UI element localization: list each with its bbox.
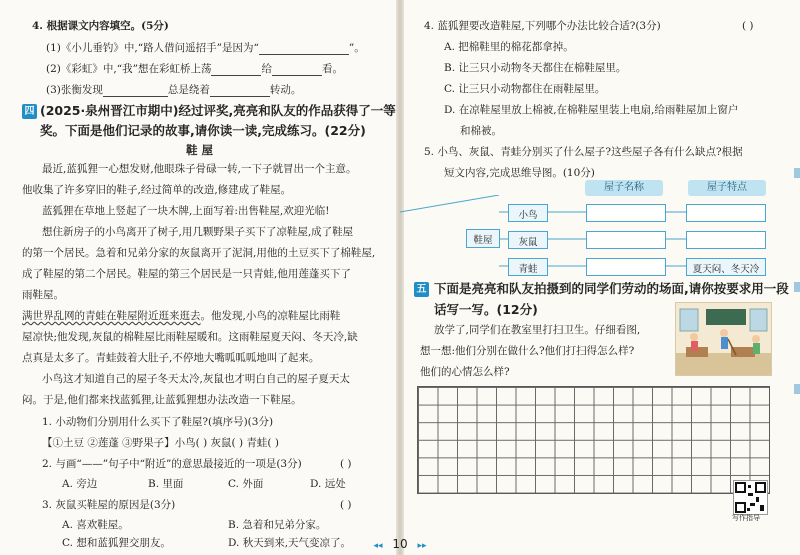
story-p4-line1: 满世界乱网的青蛙在鞋屋附近逛来逛去。他发现,小鸟的凉鞋屋比雨鞋 bbox=[22, 310, 341, 322]
diagram-animal-frog: 青蛙 bbox=[508, 258, 548, 276]
q4-line2: (2)《彩虹》中,“我”想在彩虹桥上荡 给 看。 bbox=[46, 63, 343, 75]
section-5-title-line1: 下面是亮亮和队友拍摄到的同学们劳动的场面,请你按要求用一段 bbox=[434, 281, 789, 296]
story-p2: 蓝狐狸在草地上竖起了一块木牌,上面写着:出售鞋屋,欢迎光临! bbox=[42, 205, 330, 217]
q3-option-a: A. 喜欢鞋屋。 bbox=[62, 519, 129, 531]
diagram-animal-mouse: 灰鼠 bbox=[508, 231, 548, 249]
answer-box-bird-house[interactable] bbox=[586, 204, 666, 222]
q4-line1: (1)《小儿垂钓》中,“路人借问遥招手”是因为“ ”。 bbox=[46, 42, 365, 54]
underlined-sentence: 满世界乱网的青蛙在鞋屋附近逛来逛去 bbox=[22, 310, 201, 322]
r-question-4-answer-paren[interactable]: ( ) bbox=[742, 20, 754, 32]
q2-option-c: C. 外面 bbox=[228, 478, 264, 490]
r-q4-option-d-line2: 和棉被。 bbox=[460, 125, 502, 137]
question-2-answer-paren[interactable]: ( ) bbox=[340, 458, 352, 470]
side-tab-1 bbox=[794, 168, 800, 178]
q3-option-d: D. 秋天到来,天气变凉了。 bbox=[228, 537, 352, 549]
r-question-4: 4. 蓝狐狸要改造鞋屋,下列哪个办法比较合适?(3分) bbox=[424, 20, 661, 32]
answer-box-mouse-feature[interactable] bbox=[686, 231, 766, 249]
question-1-options: 【①土豆 ②莲蓬 ③野果子】小鸟( ) 灰鼠( ) 青蛙( ) bbox=[42, 437, 279, 449]
q2-option-b: B. 里面 bbox=[148, 478, 184, 490]
classroom-cleaning-illustration bbox=[675, 302, 772, 376]
story-p4-line3: 点真是太多了。青蛙鼓着大肚子,不停地大嘴呱呱呱地叫了起来。 bbox=[22, 352, 320, 364]
story-p1-line1: 最近,蓝狐狸一心想发财,他眼珠子骨碌一转,一下子就冒出一个主意。 bbox=[42, 163, 357, 175]
story-p5-line1: 小鸟这才知道自己的屋子冬天太冷,灰鼠也才明白自己的屋子夏天太 bbox=[42, 373, 350, 385]
r-q4-option-a: A. 把棉鞋里的棉花都拿掉。 bbox=[444, 41, 574, 53]
q3-option-b: B. 急着和兄弟分家。 bbox=[228, 519, 327, 531]
story-p5-line2: 闷。于是,他们都来找蓝狐狸,让蓝狐狸想办法改造一下鞋屋。 bbox=[22, 394, 302, 406]
answer-box-frog-house[interactable] bbox=[586, 258, 666, 276]
diagram-animal-bird: 小鸟 bbox=[508, 204, 548, 222]
q2-option-a: A. 旁边 bbox=[62, 478, 98, 490]
classroom-picture bbox=[676, 303, 771, 375]
answer-box-mouse-house[interactable] bbox=[586, 231, 666, 249]
qr-code-pattern bbox=[734, 481, 767, 514]
story-p4-line2: 屋凉快;他发现,灰鼠的棉鞋屋比雨鞋屋暖和。这雨鞋屋夏天闷、冬天冷,缺 bbox=[22, 331, 358, 343]
r-question-5-line1: 5. 小鸟、灰鼠、青蛙分别买了什么屋子?这些屋子各有什么缺点?根据 bbox=[424, 146, 743, 158]
diagram-header-name: 屋子名称 bbox=[585, 180, 663, 196]
page-number: 10 bbox=[392, 537, 408, 551]
story-p3-line4: 雨鞋屋。 bbox=[22, 289, 64, 301]
r-q4-option-b: B. 让三只小动物冬天都住在棉鞋屋里。 bbox=[444, 62, 627, 74]
answer-box-bird-feature[interactable] bbox=[686, 204, 766, 222]
question-3-answer-paren[interactable]: ( ) bbox=[340, 499, 352, 511]
story-p3-line2: 的第一个居民。急着和兄弟分家的灰鼠离开了泥洞,用他的土豆买下了棉鞋屋, bbox=[22, 247, 376, 259]
writing-prompt-line2: 想一想:他们分别在做什么?他们打扫得怎么样? bbox=[420, 345, 635, 357]
section-4-title-line2: 奖。下面是他们记录的故事,请你读一读,完成练习。(22分) bbox=[40, 123, 366, 138]
story-title: 鞋 屋 bbox=[186, 143, 214, 157]
story-p1-line2: 他收集了许多穿旧的鞋子,经过简单的改造,修建成了鞋屋。 bbox=[22, 184, 292, 196]
r-q4-option-c: C. 让三只小动物都住在雨鞋屋里。 bbox=[444, 83, 606, 95]
q4-line3: (3)张衡发现 总是绕着 转动。 bbox=[46, 84, 302, 96]
story-p3-line3: 成了鞋屋的第二个居民。鞋屋的第三个居民是一只青蛙,他用莲蓬买下了 bbox=[22, 268, 351, 280]
next-page-icon[interactable]: ▸▸ bbox=[417, 541, 427, 551]
section-4-badge: 四 bbox=[22, 104, 37, 119]
diagram-header-feature: 屋子特点 bbox=[688, 180, 766, 196]
story-p3-line1: 想住新房子的小鸟离开了树子,用几颗野果子买下了凉鞋屋,成了鞋屋 bbox=[42, 226, 354, 238]
writing-grid[interactable] bbox=[417, 386, 770, 494]
qr-code bbox=[733, 480, 768, 515]
question-2: 2. 与画“——”句子中“附近”的意思最接近的一项是(3分) bbox=[42, 458, 302, 470]
side-tab-3 bbox=[794, 384, 800, 394]
page-footer bbox=[0, 537, 800, 551]
frog-house-feature: 夏天闷、冬天冷 bbox=[686, 258, 766, 276]
section-5-title-line2: 话写一写。(12分) bbox=[434, 302, 538, 317]
side-tab-2 bbox=[794, 282, 800, 292]
qr-caption: 写作指导 bbox=[732, 514, 760, 522]
question-1: 1. 小动物们分别用什么买下了鞋屋?(填序号)(3分) bbox=[42, 416, 274, 428]
r-q4-option-d-line1: D. 在凉鞋屋里放上棉被,在棉鞋屋里装上电扇,给雨鞋屋加上窗户 bbox=[444, 104, 739, 116]
question-3: 3. 灰鼠买鞋屋的原因是(3分) bbox=[42, 499, 176, 511]
q3-option-c: C. 想和蓝狐狸交朋友。 bbox=[62, 537, 171, 549]
section-4-title-line1: (2025·泉州晋江市期中)经过评奖,亮亮和队友的作品获得了一等 bbox=[40, 103, 396, 118]
r-question-5-line2: 短文内容,完成思维导图。(10分) bbox=[444, 167, 595, 179]
prev-page-icon[interactable]: ◂◂ bbox=[373, 541, 383, 551]
writing-prompt-line1: 放学了,同学们在教室里打扫卫生。仔细看图, bbox=[434, 324, 641, 336]
q4-heading: 4. 根据课文内容填空。(5分) bbox=[32, 20, 169, 32]
writing-prompt-line3: 他们的心情怎么样? bbox=[420, 366, 510, 378]
q2-option-d: D. 远处 bbox=[310, 478, 346, 490]
diagram-root: 鞋屋 bbox=[466, 229, 500, 248]
section-5-badge: 五 bbox=[414, 282, 429, 297]
